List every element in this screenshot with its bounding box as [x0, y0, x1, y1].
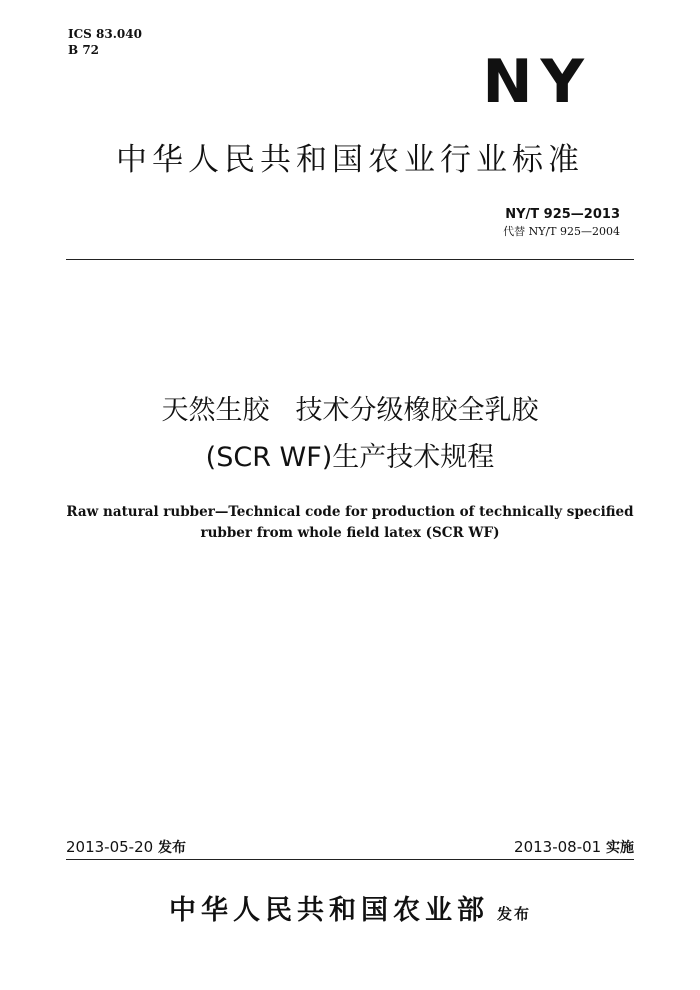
- title-en-line1: Raw natural rubber—Technical code for production of technically specified: [66, 504, 634, 520]
- issue-date-value: 2013-05-20: [66, 838, 154, 856]
- replaces-standard: 代替 NY/T 925—2004: [503, 225, 620, 238]
- publisher-label: 发布: [496, 905, 531, 923]
- title-cn-line2: (SCR WF)生产技术规程: [205, 442, 495, 473]
- implement-label: 实施: [606, 840, 634, 856]
- header-divider: [66, 259, 634, 260]
- issue-label: 发布: [157, 840, 186, 856]
- ny-logo: NY: [482, 47, 592, 117]
- implement-date-value: 2013-08-01: [514, 838, 602, 856]
- publisher-name: 中华人民共和国农业部: [168, 895, 489, 926]
- organization-title: 中华人民共和国农业行业标准: [116, 142, 584, 178]
- publisher-line: [0, 889, 700, 936]
- title-cn-line1: [0, 391, 700, 431]
- issue-date: [66, 836, 186, 859]
- title-cn-part2: 技术分级橡胶全乳胶: [295, 395, 539, 426]
- standard-number: NY/T 925—2013: [505, 207, 620, 222]
- classification-code: B 72: [68, 43, 100, 57]
- title-en-line2: rubber from whole field latex (SCR WF): [200, 525, 500, 541]
- title-cn-part1: 天然生胶: [161, 395, 270, 426]
- implementation-date: [514, 836, 634, 859]
- ics-code: ICS 83.040: [68, 27, 142, 41]
- footer-divider: [66, 859, 634, 860]
